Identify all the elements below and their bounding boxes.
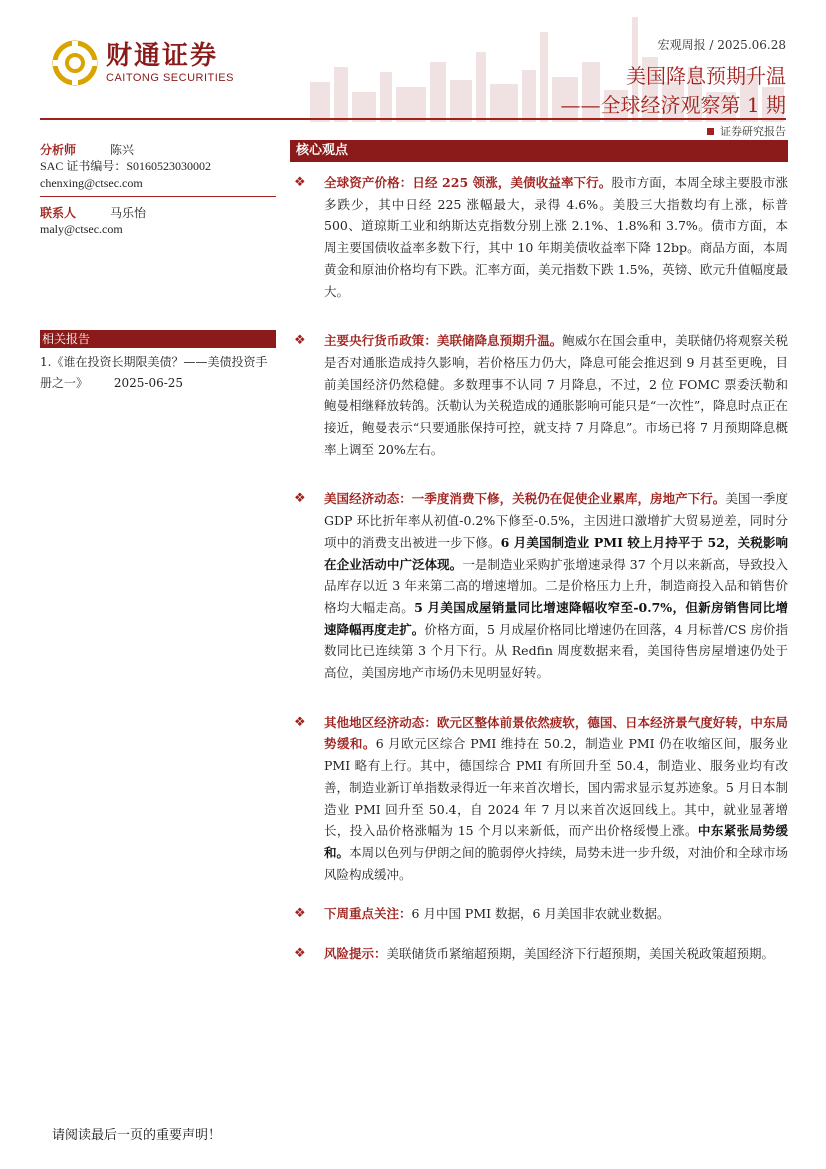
sac-label: SAC 证书编号：: [40, 159, 127, 173]
diamond-bullet-icon: ❖: [294, 714, 306, 730]
section-heading: 全球资产价格：日经 225 领涨，美债收益率下行。: [324, 175, 612, 190]
diamond-bullet-icon: ❖: [294, 491, 306, 507]
contact-email[interactable]: maly@ctsec.com: [40, 222, 123, 236]
report-type-label: 证券研究报告: [720, 125, 786, 138]
logo-chinese-name: 财通证券: [106, 41, 219, 71]
section-next-week: [290, 903, 788, 925]
section-text: [324, 712, 788, 886]
sac-number-line: [40, 158, 276, 175]
sac-number: S0160523030002: [126, 159, 212, 173]
diamond-bullet-icon: ❖: [294, 175, 306, 190]
disclaimer-note: 请阅读最后一页的重要声明！: [52, 1128, 222, 1143]
section-text: [324, 330, 788, 460]
section-text: [324, 943, 788, 965]
related-reports-heading: 相关报告: [40, 330, 276, 348]
contact-label: 联系人: [40, 205, 77, 220]
diamond-bullet-icon: ❖: [294, 946, 306, 962]
contact-row: [40, 203, 276, 221]
section-body: 鲍威尔在国会重申，美联储仍将观察关税是否对通胀造成持久影响，若价格压力仍大，降息可能会推迟到 9 月甚至更晚，目前美国经济仍然稳健。多数理事不认同 7 月降息，不过，2 位 FOMC 票委沃勒和鲍曼相继释放转鸽。沃勒认为关税造成的通胀影响可能只是“一次性”，降息时点正在接近，鲍曼表示“只要通胀保持可控，就支持 7 月降息”。市场已将 7 月预期降息概率上调至 20%左右。: [324, 333, 788, 457]
section-central-banks: [290, 330, 788, 460]
section-risk-warning: [290, 943, 788, 965]
company-logo: [52, 40, 234, 86]
section-text: [324, 172, 788, 302]
section-other-regions: [290, 712, 788, 886]
section-us-economy: [290, 488, 788, 683]
header-divider: [40, 118, 786, 120]
section-heading: 主要央行货币政策：美联储降息预期升温。: [324, 333, 563, 349]
analyst-label: 分析师: [40, 142, 77, 157]
sidebar-divider: [40, 196, 276, 197]
section-heading: 其他地区经济动态：欧元区整体前景依然疲软，德国、日本经济景气度好转，中东局势缓和。: [324, 714, 788, 752]
diamond-bullet-icon: ❖: [294, 906, 306, 922]
section-global-assets: [290, 172, 788, 302]
section-emphasis: 中东紧张局势缓和。: [324, 823, 788, 860]
core-views-heading: 核心观点: [290, 140, 788, 162]
section-body: 股市方面，本周全球主要股市涨多跌少，其中日经 225 涨幅最大，录得 4.6%。美股三大指数均有上涨，标普 500、道琼斯工业和纳斯达克指数分别上涨 2.1%、1.8%和 3.7%。债市方面，本周主要国债收益率多数下行，其中 10 年期美债收益率下降 12bp。商品方面，本周黄金和原油价格均有下跌。汇率方面，美元指数下跌 1.5%，英镑、欧元升值幅度最大。: [324, 175, 788, 299]
analyst-row: [40, 140, 276, 158]
report-type: [707, 123, 786, 139]
section-emphasis: 6 月美国制造业 PMI 较上月持平于 52，关税影响在企业活动中广泛体现。: [324, 534, 788, 572]
report-title-block: [561, 62, 786, 120]
section-heading: 美国经济动态：一季度消费下修，关税仍在促使企业累库，房地产下行。: [324, 491, 726, 507]
section-body: 本周以色列与伊朗之间的脆弱停火持续，局势未进一步升级，对油价和全球市场风险构成缓冲。: [324, 844, 788, 882]
report-meta: 宏观周报 / 2025.06.28: [657, 38, 786, 52]
section-body: 6 月中国 PMI 数据，6 月美国非农就业数据。: [411, 906, 670, 922]
section-emphasis: 5 月美国成屋销量同比增速降幅收窄至-0.7%，但新房销售同比增速降幅再度走扩。: [324, 599, 788, 637]
related-report-item[interactable]: [40, 352, 276, 394]
logo-english-name: CAITONG SECURITIES: [106, 72, 234, 84]
section-body: 美国一季度 GDP 环比折年率从初值-0.2%下修至-0.5%，主因进口激增扩大贸易逆差，同时分项中的消费支出被进一步下修。: [324, 491, 788, 550]
square-icon: [707, 128, 714, 135]
caitong-logo-icon: [52, 40, 98, 86]
section-body: 美联储货币紧缩超预期，美国经济下行超预期，美国关税政策超预期。: [386, 946, 775, 962]
analyst-name: 陈兴: [110, 142, 135, 157]
section-heading: 下周重点关注：: [324, 906, 412, 922]
diamond-bullet-icon: ❖: [294, 333, 306, 349]
sidebar: [40, 140, 276, 394]
section-body: 6 月欧元区综合 PMI 维持在 50.2，制造业 PMI 仍在收缩区间，服务业 PMI 略有上行。其中，德国综合 PMI 有所回升至 50.4，制造业、服务业均有改善，制造业新订单指数录得近一年来首次增长，国内需求显示复苏迹象。5 月日本制造业 PMI 回升至 50.4，自 2024 年 7 月以来首次返回线上。其中，就业显著增长，投入品价格涨幅为 15 个月以来新低，而产出价格绥慢上涨。: [324, 736, 788, 839]
section-text: [324, 903, 788, 925]
section-text: [324, 488, 788, 683]
related-report-title: 1.《谁在投资长期限美债？——美债投资手册之一》: [40, 355, 268, 390]
section-heading: 风险提示：: [324, 946, 387, 962]
report-subtitle: ——全球经济观察第 1 期: [560, 93, 786, 117]
report-title: 美国降息预期升温: [626, 64, 786, 88]
section-body: 一是制造业采购扩张增速录得 37 个月以来新高，导致投入品库存以近 3 年来第二高的增速增加。二是价格压力上升，制造商投入品和销售价格均大幅走高。: [324, 556, 788, 615]
main-content: [290, 140, 788, 965]
contact-name: 马乐怡: [110, 205, 147, 220]
related-report-date: 2025-06-25: [113, 376, 184, 390]
section-body: 价格方面，5 月成屋价格同比增速仍在回落，4 月标普/CS 房价指数同比已连续第 3 个月下行。从 Redfin 周度数据来看，美国待售房屋增速仍处于高位，美国房地产市场仍未见明显好转。: [324, 621, 788, 681]
analyst-email[interactable]: chenxing@ctsec.com: [40, 176, 143, 190]
